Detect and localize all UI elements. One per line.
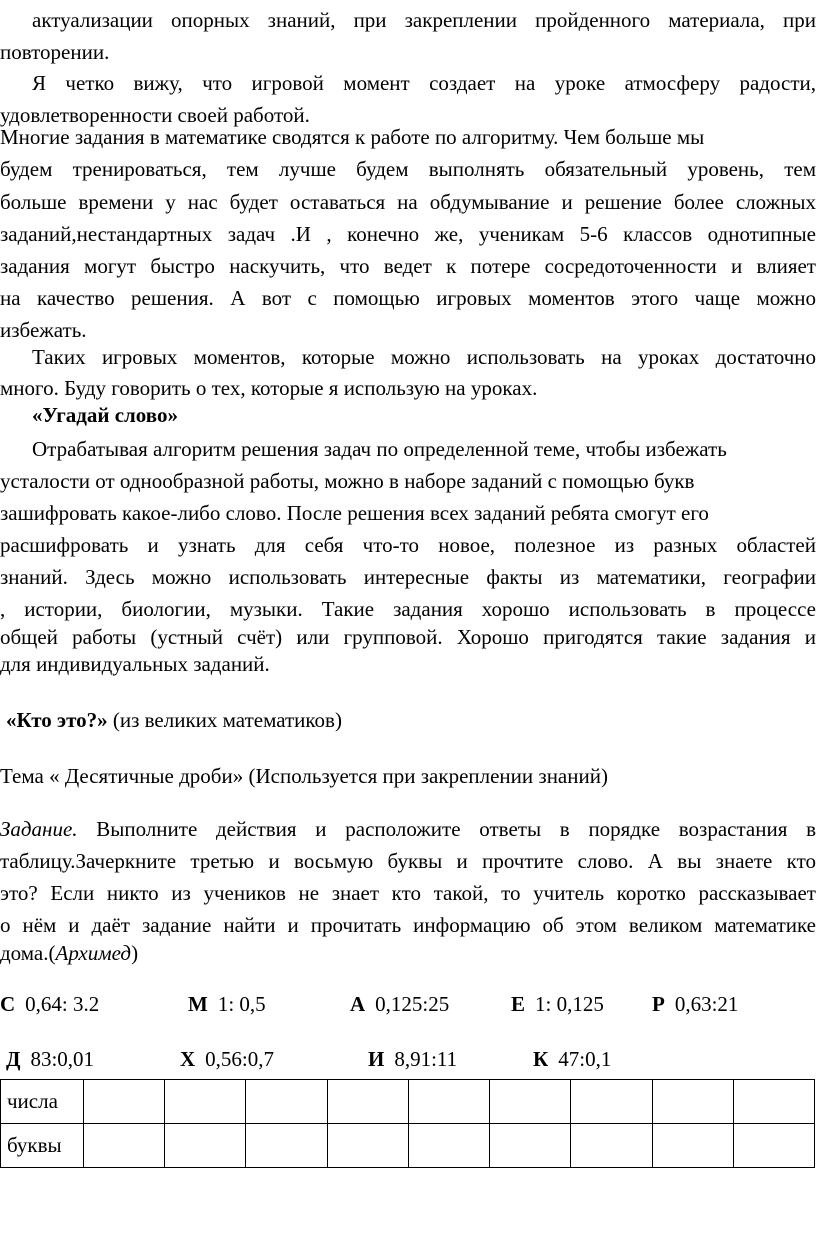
exercise-item: Х 0,56:0,7 <box>180 1047 275 1071</box>
table-cell <box>490 1124 571 1168</box>
paragraph-line: Таких игровых моментов, которые можно использовать на уроках достаточно <box>32 345 816 369</box>
table-cell <box>733 1124 814 1168</box>
task-line: это? Если никто из учеников не знает кто такой, то учитель коротко рассказывает <box>0 881 816 905</box>
paragraph-line: , истории, биологии, музыки. Такие задания хорошо использовать в процессе <box>0 597 816 621</box>
table-cell <box>246 1124 327 1168</box>
topic-line: Тема « Десятичные дроби» (Используется при закреплении знаний) <box>0 764 608 788</box>
exercise-item: А 0,125:25 <box>350 992 450 1016</box>
table-cell <box>84 1080 165 1124</box>
paragraph-line: избежать. <box>0 318 87 342</box>
table-cell <box>408 1124 489 1168</box>
table-cell <box>571 1124 652 1168</box>
paragraph-line: больше времени у нас будет оставаться на обдумывание и решение более сложных <box>0 190 816 214</box>
paragraph-line: зашифровать какое-либо слово. После решения всех заданий ребята смогут его <box>0 501 709 525</box>
row-label-letters: буквы <box>1 1124 84 1168</box>
paragraph-line: Я четко вижу, что игровой момент создает на уроке атмосферу радости, <box>32 71 816 95</box>
paragraph-line: для индивидуальных заданий. <box>0 652 270 676</box>
paragraph-line: актуализации опорных знаний, при закреплении пройденного материала, при <box>32 8 816 32</box>
task-line: дома.(Архимед) <box>0 941 139 965</box>
exercise-item: Д 83:0,01 <box>6 1047 95 1071</box>
paragraph-line: удовлетворенности своей работой. <box>0 103 310 127</box>
table-cell <box>246 1080 327 1124</box>
exercise-item: С 0,64: 3.2 <box>0 992 100 1016</box>
paragraph-line: будем тренироваться, тем лучше будем выполнять обязательный уровень, тем <box>0 157 816 181</box>
paragraph-line: повторении. <box>0 40 110 64</box>
table-cell <box>165 1080 246 1124</box>
table-cell <box>327 1124 408 1168</box>
paragraph-line: Отрабатывая алгоритм решения задач по определенной теме, чтобы избежать <box>32 437 727 461</box>
table-cell <box>490 1080 571 1124</box>
paragraph-line: заданий,нестандартных задач .И , конечно же, ученикам 5-6 классов однотипные <box>0 222 816 246</box>
exercise-item: Е 1: 0,125 <box>511 992 604 1016</box>
answer-table <box>0 1079 815 1168</box>
table-cell <box>408 1080 489 1124</box>
table-cell <box>327 1080 408 1124</box>
exercise-item: М 1: 0,5 <box>188 992 266 1016</box>
table-cell <box>652 1124 733 1168</box>
exercise-item: Р 0,63:21 <box>652 992 739 1016</box>
table-row-letters <box>1 1124 815 1168</box>
answer-word: Архимед <box>55 941 132 965</box>
table-cell <box>652 1080 733 1124</box>
section-heading-kto-eto: «Кто это?» (из великих математиков) <box>6 708 342 732</box>
paragraph-line: знаний. Здесь можно использовать интересные факты из математики, географии <box>0 565 816 589</box>
paragraph-line: на качество решения. А вот с помощью игровых моментов этого чаще можно <box>0 286 816 310</box>
paragraph-line: усталости от однообразной работы, можно в наборе заданий с помощью букв <box>0 469 695 493</box>
task-line: Задание. Выполните действия и расположите ответы в порядке возрастания в <box>0 817 816 841</box>
section-heading-ugadai-slovo: «Угадай слово» <box>32 403 178 427</box>
table-cell <box>165 1124 246 1168</box>
paragraph-line: общей работы (устный счёт) или групповой. Хорошо пригодятся такие задания и <box>0 625 816 649</box>
task-line: о нём и даёт задание найти и прочитать информацию об этом великом математике <box>0 913 816 937</box>
table-row-numbers <box>1 1080 815 1124</box>
task-line: таблицу.Зачеркните третью и восьмую буквы и прочтите слово. А вы знаете кто <box>0 849 816 873</box>
exercise-item: К 47:0,1 <box>533 1047 612 1071</box>
table-cell <box>84 1124 165 1168</box>
paragraph-line: много. Буду говорить о тех, которые я использую на уроках. <box>0 376 538 400</box>
table-cell <box>571 1080 652 1124</box>
exercise-item: И 8,91:11 <box>368 1047 458 1071</box>
table-cell <box>733 1080 814 1124</box>
paragraph-line: задания могут быстро наскучить, что ведет к потере сосредоточенности и влияет <box>0 254 816 278</box>
row-label-numbers: числа <box>1 1080 84 1124</box>
paragraph-line: Многие задания в математике сводятся к работе по алгоритму. Чем больше мы <box>0 125 705 149</box>
paragraph-line: расшифровать и узнать для себя что-то новое, полезное из разных областей <box>0 533 816 557</box>
